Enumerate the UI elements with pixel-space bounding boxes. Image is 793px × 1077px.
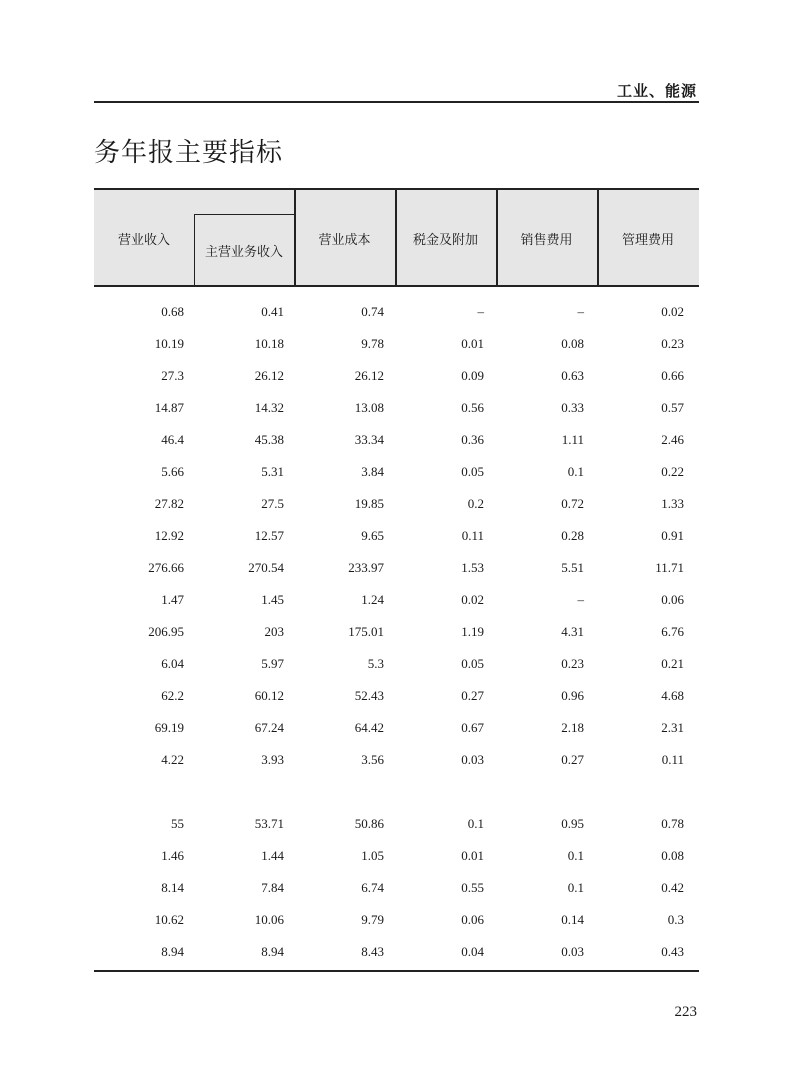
- table-cell: 0.05: [461, 464, 484, 479]
- table-cell: 27.3: [161, 368, 184, 383]
- table-bottom-rule: [94, 970, 699, 972]
- table-cell: 8.43: [361, 944, 384, 959]
- table-cell: 0.3: [667, 912, 684, 927]
- table-cell: 0.1: [567, 848, 584, 863]
- table-cell: 0.14: [561, 912, 584, 927]
- table-cell: 0.08: [661, 848, 684, 863]
- table-row: [94, 479, 699, 511]
- table-cell: 0.36: [461, 432, 484, 447]
- table-cell: 0.42: [661, 880, 684, 895]
- table-body: [94, 287, 699, 959]
- table-cell: 0.23: [661, 336, 684, 351]
- table-cell: 69.19: [154, 720, 184, 735]
- table-cell: 0.1: [467, 816, 484, 831]
- table-cell: 0.22: [661, 464, 684, 479]
- table-cell: 0.78: [661, 816, 684, 831]
- table-cell: 0.96: [561, 688, 584, 703]
- table-cell: 0.66: [661, 368, 684, 383]
- col-header-main-revenue: 主营业务收入: [204, 245, 283, 260]
- table-cell: 0.67: [461, 720, 484, 735]
- table-cell: 0.02: [661, 304, 684, 319]
- table-row: [94, 831, 699, 863]
- table-cell: 10.62: [154, 912, 184, 927]
- table-cell: 0.08: [561, 336, 584, 351]
- table-cell: 27.82: [154, 496, 184, 511]
- table-cell: 64.42: [354, 720, 384, 735]
- table-row: [94, 607, 699, 639]
- table-cell: 12.92: [154, 528, 184, 543]
- table-cell: 0.09: [461, 368, 484, 383]
- table-cell: 0.1: [567, 880, 584, 895]
- table-cell: 0.95: [561, 816, 584, 831]
- table-cell: 46.4: [161, 432, 184, 447]
- table-row: [94, 447, 699, 479]
- table-cell: –: [477, 304, 484, 319]
- table-header: [94, 188, 699, 287]
- table-cell: 5.31: [261, 464, 284, 479]
- table-cell: 276.66: [148, 560, 184, 575]
- table-cell: 14.87: [154, 400, 184, 415]
- table-cell: 5.51: [561, 560, 584, 575]
- table-row: [94, 863, 699, 895]
- header-rule: [94, 101, 699, 103]
- table-cell: 5.66: [161, 464, 184, 479]
- indicator-table: [94, 188, 699, 959]
- table-row: [94, 319, 699, 351]
- table-cell: 270.54: [248, 560, 284, 575]
- table-cell: 0.33: [561, 400, 584, 415]
- table-cell: 50.86: [354, 816, 384, 831]
- table-cell: 3.84: [361, 464, 384, 479]
- table-cell: 0.06: [661, 592, 684, 607]
- table-cell: 0.03: [561, 944, 584, 959]
- table-cell: 6.04: [161, 656, 184, 671]
- table-cell: 26.12: [354, 368, 384, 383]
- table-cell: 0.57: [661, 400, 684, 415]
- table-cell: 7.84: [261, 880, 284, 895]
- table-row: [94, 511, 699, 543]
- table-cell: 0.27: [461, 688, 484, 703]
- table-cell: 1.19: [461, 624, 484, 639]
- table-row: [94, 639, 699, 671]
- table-cell: 0.01: [461, 848, 484, 863]
- table-cell: –: [577, 592, 584, 607]
- table-cell: 4.68: [661, 688, 684, 703]
- table-cell: 45.38: [254, 432, 284, 447]
- table-cell: 10.18: [254, 336, 284, 351]
- table-cell: 1.46: [161, 848, 184, 863]
- table-cell: –: [577, 304, 584, 319]
- table-cell: 0.23: [561, 656, 584, 671]
- table-cell: 1.53: [461, 560, 484, 575]
- table-cell: 0.43: [661, 944, 684, 959]
- table-cell: 9.65: [361, 528, 384, 543]
- table-cell: 203: [264, 624, 284, 639]
- table-cell: 26.12: [254, 368, 284, 383]
- table-cell: 8.14: [161, 880, 184, 895]
- table-cell: 0.41: [261, 304, 284, 319]
- table-cell: 1.33: [661, 496, 684, 511]
- table-cell: 3.56: [361, 752, 384, 767]
- table-cell: 0.74: [361, 304, 384, 319]
- table-cell: 9.78: [361, 336, 384, 351]
- table-cell: 2.46: [661, 432, 684, 447]
- table-cell: 0.68: [161, 304, 184, 319]
- table-cell: 2.31: [661, 720, 684, 735]
- table-cell: 0.01: [461, 336, 484, 351]
- table-cell: 0.63: [561, 368, 584, 383]
- table-cell: 6.74: [361, 880, 384, 895]
- table-row: [94, 799, 699, 831]
- table-cell: 13.08: [354, 400, 384, 415]
- table-cell: 0.11: [461, 528, 484, 543]
- table-cell: 27.5: [261, 496, 284, 511]
- table-row: [94, 767, 699, 799]
- table-cell: 4.22: [161, 752, 184, 767]
- table-cell: 12.57: [254, 528, 284, 543]
- table-cell: 62.2: [161, 688, 184, 703]
- table-cell: 6.76: [661, 624, 684, 639]
- table-row: [94, 575, 699, 607]
- table-cell: 0.56: [461, 400, 484, 415]
- table-cell: 0.03: [461, 752, 484, 767]
- table-cell: 0.1: [567, 464, 584, 479]
- table-cell: 0.27: [561, 752, 584, 767]
- table-cell: 0.06: [461, 912, 484, 927]
- table-cell: 1.45: [261, 592, 284, 607]
- table-row: [94, 287, 699, 319]
- col-header-revenue: 营业收入: [117, 233, 170, 248]
- table-cell: 5.97: [261, 656, 284, 671]
- table-cell: 1.47: [161, 592, 184, 607]
- table-cell: 33.34: [354, 432, 384, 447]
- table-cell: 52.43: [354, 688, 384, 703]
- table-cell: 0.55: [461, 880, 484, 895]
- table-cell: 0.2: [467, 496, 484, 511]
- table-row: [94, 415, 699, 447]
- table-cell: 10.19: [154, 336, 184, 351]
- table-cell: 0.72: [561, 496, 584, 511]
- table-cell: 0.11: [661, 752, 684, 767]
- page-title: 务年报主要指标: [94, 138, 284, 168]
- table-cell: 0.05: [461, 656, 484, 671]
- table-cell: 67.24: [254, 720, 284, 735]
- col-header-admin-expense: 管理费用: [621, 233, 674, 248]
- table-cell: 9.79: [361, 912, 384, 927]
- table-row: [94, 671, 699, 703]
- col-header-sales-expense: 销售费用: [520, 233, 573, 248]
- table-cell: 8.94: [161, 944, 184, 959]
- table-cell: 233.97: [348, 560, 384, 575]
- table-cell: 3.93: [261, 752, 284, 767]
- table-cell: 8.94: [261, 944, 284, 959]
- table-cell: 0.21: [661, 656, 684, 671]
- table-cell: 175.01: [348, 624, 384, 639]
- table-cell: 19.85: [354, 496, 384, 511]
- page-number: 223: [674, 1004, 697, 1020]
- table-cell: 11.71: [655, 560, 684, 575]
- table-row: [94, 927, 699, 959]
- table-cell: 5.3: [367, 656, 384, 671]
- table-row: [94, 895, 699, 927]
- table-cell: 10.06: [254, 912, 284, 927]
- table-cell: 206.95: [148, 624, 184, 639]
- table-row: [94, 543, 699, 575]
- table-cell: 14.32: [254, 400, 284, 415]
- table-cell: 1.24: [361, 592, 384, 607]
- table-cell: 1.44: [261, 848, 284, 863]
- table-cell: 0.91: [661, 528, 684, 543]
- table-cell: 0.28: [561, 528, 584, 543]
- table-row: [94, 703, 699, 735]
- table-cell: 0.02: [461, 592, 484, 607]
- table-cell: 0.04: [461, 944, 484, 959]
- table-cell: 2.18: [561, 720, 584, 735]
- table-row: [94, 735, 699, 767]
- table-cell: 1.05: [361, 848, 384, 863]
- table-cell: 60.12: [254, 688, 284, 703]
- table-cell: 1.11: [561, 432, 584, 447]
- table-row: [94, 383, 699, 415]
- section-label: 工业、能源: [616, 82, 697, 100]
- table-cell: 4.31: [561, 624, 584, 639]
- table-cell: 53.71: [254, 816, 284, 831]
- table-row: [94, 351, 699, 383]
- col-header-tax: 税金及附加: [412, 233, 478, 248]
- table-cell: 55: [171, 816, 184, 831]
- col-header-cost: 营业成本: [318, 233, 371, 248]
